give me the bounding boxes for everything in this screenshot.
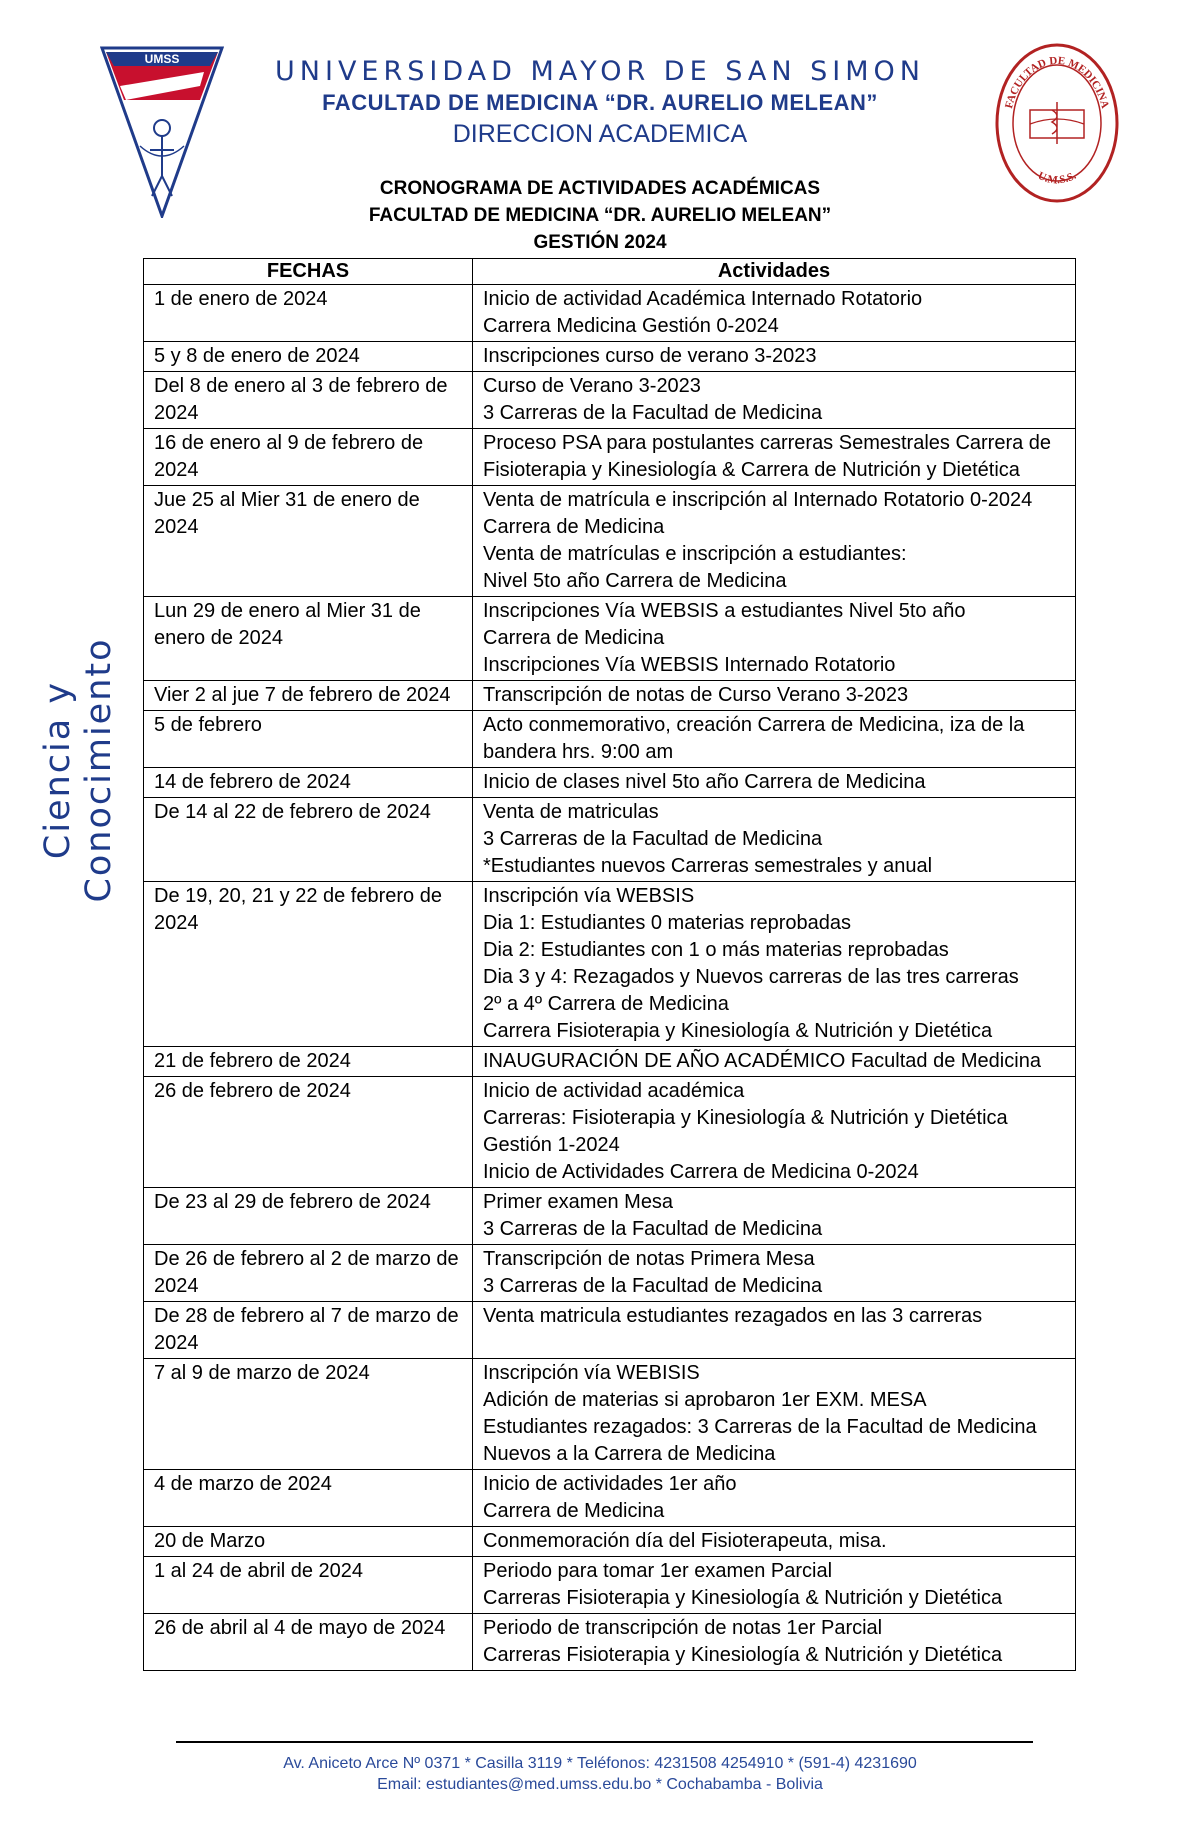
date-cell — [144, 798, 473, 882]
table-row — [144, 711, 1076, 768]
activity-line: Transcripción de notas Primera Mesa — [483, 1248, 815, 1270]
activity-cell — [473, 429, 1076, 486]
side-motto-line-1: Ciencia y — [38, 680, 78, 860]
date-text: Vier 2 al jue 7 de febrero de 2024 — [154, 684, 451, 706]
date-text: 5 y 8 de enero de 2024 — [154, 345, 360, 367]
table-row — [144, 1359, 1076, 1470]
activity-line: Venta matricula estudiantes rezagados en las 3 carreras — [483, 1305, 983, 1327]
activity-line: Inicio de actividad académica — [483, 1080, 745, 1102]
table-row — [144, 1302, 1076, 1359]
document-subtitle: FACULTAD DE MEDICINA “DR. AURELIO MELEAN” — [368, 205, 832, 226]
side-motto-line-2: Conocimiento — [79, 637, 119, 903]
activity-cell — [473, 1047, 1076, 1077]
activity-line: Inscripciones Vía WEBSIS a estudiantes Nivel 5to año — [483, 600, 966, 622]
table-header-row — [144, 259, 1076, 285]
activity-line: Inscripciones curso de verano 3-2023 — [483, 345, 817, 367]
table-row — [144, 1557, 1076, 1614]
faculty-name: FACULTAD DE MEDICINA “DR. AURELIO MELEAN” — [322, 90, 878, 115]
activity-line: Carreras: Fisioterapia y Kinesiología & Nutrición y Dietética — [483, 1107, 1008, 1129]
table-row — [144, 681, 1076, 711]
date-text: 5 de febrero — [154, 714, 262, 736]
logo-text: UMSS — [144, 52, 180, 66]
activity-cell — [473, 768, 1076, 798]
activity-cell — [473, 1527, 1076, 1557]
activity-line: Fisioterapia y Kinesiología & Carrera de Nutrición y Dietética — [483, 459, 1020, 481]
table-row — [144, 372, 1076, 429]
activity-line: Periodo de transcripción de notas 1er Parcial — [483, 1617, 883, 1639]
activity-cell — [473, 1614, 1076, 1671]
date-text: 1 al 24 de abril de 2024 — [154, 1560, 364, 1582]
date-text: Lun 29 de enero al Mier 31 de enero de 2024 — [154, 600, 421, 649]
table-row — [144, 597, 1076, 681]
date-cell — [144, 768, 473, 798]
header-activities: Actividades — [473, 259, 1076, 285]
date-text: 7 al 9 de marzo de 2024 — [154, 1362, 370, 1384]
date-cell — [144, 1557, 473, 1614]
date-text: Jue 25 al Mier 31 de enero de 2024 — [154, 489, 420, 538]
date-text: 14 de febrero de 2024 — [154, 771, 351, 793]
activity-line: Curso de Verano 3-2023 — [483, 375, 701, 397]
activity-line: Proceso PSA para postulantes carreras Semestrales Carrera de — [483, 432, 1052, 454]
table-row — [144, 1047, 1076, 1077]
footer-divider — [176, 1741, 1033, 1743]
date-cell — [144, 711, 473, 768]
table-row — [144, 342, 1076, 372]
footer-address: Av. Aniceto Arce Nº 0371 * Casilla 3119 * Teléfonos: 4231508 4254910 * (591-4) 4231690 — [283, 1755, 917, 1772]
activity-line: Inscripción vía WEBISIS — [483, 1362, 700, 1384]
seal-text-bottom: U.M.S.S. — [1035, 169, 1079, 187]
activity-line: Inicio de Actividades Carrera de Medicina 0-2024 — [483, 1161, 919, 1183]
activity-line: Inicio de actividad Académica Internado Rotatorio — [483, 288, 923, 310]
table-row — [144, 429, 1076, 486]
activity-line: Nuevos a la Carrera de Medicina — [483, 1443, 776, 1465]
activity-line: Carrera Medicina Gestión 0-2024 — [483, 315, 779, 337]
schedule-body — [144, 285, 1076, 1671]
activity-line: Carrera Fisioterapia y Kinesiología & Nutrición y Dietética — [483, 1020, 993, 1042]
activity-line: Venta de matriculas — [483, 801, 659, 823]
activity-cell — [473, 711, 1076, 768]
activity-cell — [473, 1245, 1076, 1302]
date-text: 21 de febrero de 2024 — [154, 1050, 351, 1072]
activity-cell — [473, 1077, 1076, 1188]
date-cell — [144, 1614, 473, 1671]
activity-line: 3 Carreras de la Facultad de Medicina — [483, 1275, 823, 1297]
activity-line: 2º a 4º Carrera de Medicina — [483, 993, 729, 1015]
seal-text-top: FACULTAD DE MEDICINA — [1003, 54, 1111, 110]
activity-line: Inicio de clases nivel 5to año Carrera de Medicina — [483, 771, 926, 793]
activity-cell — [473, 285, 1076, 342]
table-row — [144, 486, 1076, 597]
date-text: De 19, 20, 21 y 22 de febrero de 2024 — [154, 885, 442, 934]
document-period: GESTIÓN 2024 — [533, 232, 667, 253]
activity-line: Estudiantes rezagados: 3 Carreras de la Facultad de Medicina — [483, 1416, 1037, 1438]
activity-line: Carrera de Medicina — [483, 516, 665, 538]
activity-cell — [473, 1470, 1076, 1527]
date-cell — [144, 1470, 473, 1527]
date-text: De 23 al 29 de febrero de 2024 — [154, 1191, 431, 1213]
table-row — [144, 285, 1076, 342]
footer-email: Email: estudiantes@med.umss.edu.bo * Cochabamba - Bolivia — [377, 1776, 823, 1793]
table-row — [144, 768, 1076, 798]
activity-line: Inscripción vía WEBSIS — [483, 885, 695, 907]
activity-line: Gestión 1-2024 — [483, 1134, 620, 1156]
date-cell — [144, 1527, 473, 1557]
table-row — [144, 1470, 1076, 1527]
activity-cell — [473, 486, 1076, 597]
date-cell — [144, 1188, 473, 1245]
date-cell — [144, 1047, 473, 1077]
date-cell — [144, 1077, 473, 1188]
side-motto — [38, 605, 128, 935]
date-text: 4 de marzo de 2024 — [154, 1473, 332, 1495]
date-text: 16 de enero al 9 de febrero de 2024 — [154, 432, 424, 481]
activity-cell — [473, 1188, 1076, 1245]
activity-cell — [473, 1302, 1076, 1359]
activity-cell — [473, 798, 1076, 882]
activity-line: Carreras Fisioterapia y Kinesiología & Nutrición y Dietética — [483, 1587, 1003, 1609]
table-row — [144, 1245, 1076, 1302]
activity-line: INAUGURACIÓN DE AÑO ACADÉMICO Facultad de Medicina — [483, 1050, 1041, 1072]
date-cell — [144, 882, 473, 1047]
activity-line: Carrera de Medicina — [483, 627, 665, 649]
activity-cell — [473, 372, 1076, 429]
activity-line: Primer examen Mesa — [483, 1191, 674, 1213]
activity-cell — [473, 1359, 1076, 1470]
date-cell — [144, 429, 473, 486]
activity-cell — [473, 597, 1076, 681]
activity-line: Conmemoración día del Fisioterapeuta, misa. — [483, 1530, 887, 1552]
activity-line: Carreras Fisioterapia y Kinesiología & Nutrición y Dietética — [483, 1644, 1003, 1666]
table-row — [144, 1188, 1076, 1245]
activity-line: Venta de matrícula e inscripción al Internado Rotatorio 0-2024 — [483, 489, 1033, 511]
activity-line: Acto conmemorativo, creación Carrera de Medicina, iza de la — [483, 714, 1025, 736]
date-cell — [144, 342, 473, 372]
date-cell — [144, 1302, 473, 1359]
activity-line: Inscripciones Vía WEBSIS Internado Rotatorio — [483, 654, 896, 676]
date-text: De 14 al 22 de febrero de 2024 — [154, 801, 431, 823]
date-cell — [144, 486, 473, 597]
university-name: UNIVERSIDAD MAYOR DE SAN SIMON — [275, 56, 925, 87]
activity-line: Venta de matrículas e inscripción a estudiantes: — [483, 543, 907, 565]
table-row — [144, 1614, 1076, 1671]
activity-line: *Estudiantes nuevos Carreras semestrales y anual — [483, 855, 933, 877]
table-row — [144, 882, 1076, 1047]
activity-line: 3 Carreras de la Facultad de Medicina — [483, 1218, 823, 1240]
activity-line: Carrera de Medicina — [483, 1500, 665, 1522]
date-text: 20 de Marzo — [154, 1530, 266, 1552]
header-dates: FECHAS — [144, 259, 473, 285]
activity-line: Transcripción de notas de Curso Verano 3-2023 — [483, 684, 909, 706]
activity-line: Periodo para tomar 1er examen Parcial — [483, 1560, 833, 1582]
activity-cell — [473, 681, 1076, 711]
activity-line: Nivel 5to año Carrera de Medicina — [483, 570, 787, 592]
date-cell — [144, 372, 473, 429]
date-cell — [144, 597, 473, 681]
date-text: Del 8 de enero al 3 de febrero de 2024 — [154, 375, 448, 424]
activity-line: Adición de materias si aprobaron 1er EXM. MESA — [483, 1389, 927, 1411]
activity-line: 3 Carreras de la Facultad de Medicina — [483, 828, 823, 850]
activity-line: Inicio de actividades 1er año — [483, 1473, 737, 1495]
activity-line: bandera hrs. 9:00 am — [483, 741, 674, 763]
date-cell — [144, 1359, 473, 1470]
activity-line: Dia 1: Estudiantes 0 materias reprobadas — [483, 912, 851, 934]
date-cell — [144, 681, 473, 711]
date-text: De 26 de febrero al 2 de marzo de 2024 — [154, 1248, 459, 1297]
table-row — [144, 798, 1076, 882]
activity-cell — [473, 342, 1076, 372]
activity-line: Dia 3 y 4: Rezagados y Nuevos carreras de las tres carreras — [483, 966, 1019, 988]
table-row — [144, 1527, 1076, 1557]
date-text: 26 de abril al 4 de mayo de 2024 — [154, 1617, 446, 1639]
date-text: De 28 de febrero al 7 de marzo de 2024 — [154, 1305, 459, 1354]
direction-name: DIRECCION ACADEMICA — [452, 120, 748, 148]
document-title: CRONOGRAMA DE ACTIVIDADES ACADÉMICAS — [379, 178, 821, 199]
activity-line: 3 Carreras de la Facultad de Medicina — [483, 402, 823, 424]
activity-cell — [473, 882, 1076, 1047]
date-text: 26 de febrero de 2024 — [154, 1080, 351, 1102]
activity-line: Dia 2: Estudiantes con 1 o más materias reprobadas — [483, 939, 949, 961]
activity-cell — [473, 1557, 1076, 1614]
date-cell — [144, 1245, 473, 1302]
table-row — [144, 1077, 1076, 1188]
date-text: 1 de enero de 2024 — [154, 288, 328, 310]
schedule-table — [143, 258, 1076, 1671]
date-cell — [144, 285, 473, 342]
